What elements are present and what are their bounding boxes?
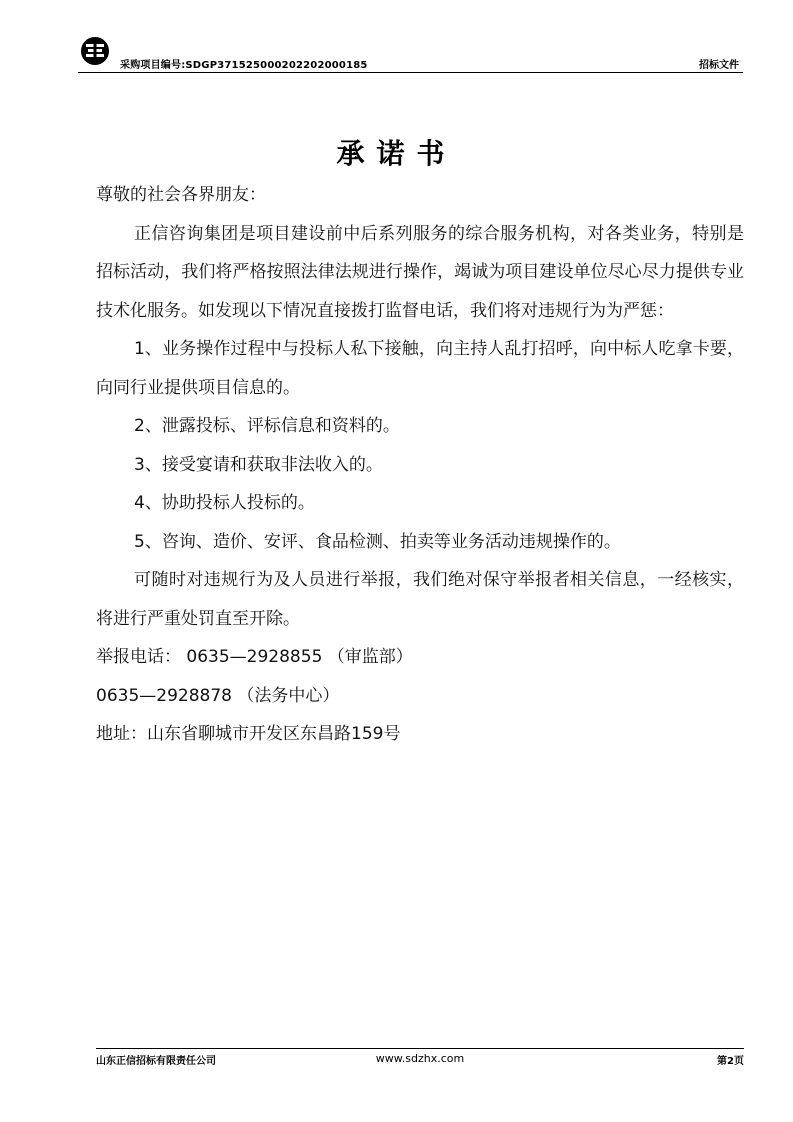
address: 地址：山东省聊城市开发区东昌路159号 <box>96 724 401 744</box>
report-phone-1: 举报电话： 0635—2928855 （审监部） <box>96 647 413 667</box>
closing-paragraph: 可随时对违规行为及人员进行举报，我们绝对保守举报者相关信息，一经核实，将进行严重处罚直至开除。 <box>96 570 744 629</box>
company-logo-icon <box>80 36 110 66</box>
list-item: 5、咨询、造价、安评、食品检测、拍卖等业务活动违规操作的。 <box>134 531 621 552</box>
report-phone-2: 0635—2928878 （法务中心） <box>96 685 340 706</box>
page-header <box>78 34 743 74</box>
document-body <box>96 176 744 754</box>
list-item: 1、业务操作过程中与投标人私下接触，向主持人乱打招呼，向中标人吃拿卡要，向同行业提供项目信息的。 <box>96 339 744 398</box>
project-code: 采购项目编号:SDGP371525000202202000185 <box>120 60 368 71</box>
list-item: 3、接受宴请和获取非法收入的。 <box>134 454 383 475</box>
list-item: 2、泄露投标、评标信息和资料的。 <box>134 416 400 436</box>
list-item: 4、协助投标人投标的。 <box>134 493 315 513</box>
intro-paragraph: 正信咨询集团是项目建设前中后系列服务的综合服务机构，对各类业务，特别是招标活动，我们将严格按照法律法规进行操作，竭诚为项目建设单位尽心尽力提供专业技术化服务。如发现以下情况直接拨打监督电话，我们将对违规行为为严惩： <box>96 223 744 321</box>
page-footer <box>96 1048 744 1078</box>
footer-divider <box>96 1048 744 1049</box>
document-type: 招标文件 <box>699 60 739 71</box>
header-divider <box>78 72 743 73</box>
page-number: 第2页 <box>717 1056 744 1067</box>
page-title: 承诺书 <box>336 137 457 170</box>
salutation: 尊敬的社会各界朋友： <box>96 185 266 205</box>
footer-website: www.sdzhx.com <box>375 1052 465 1065</box>
footer-company: 山东正信招标有限责任公司 <box>96 1056 216 1067</box>
